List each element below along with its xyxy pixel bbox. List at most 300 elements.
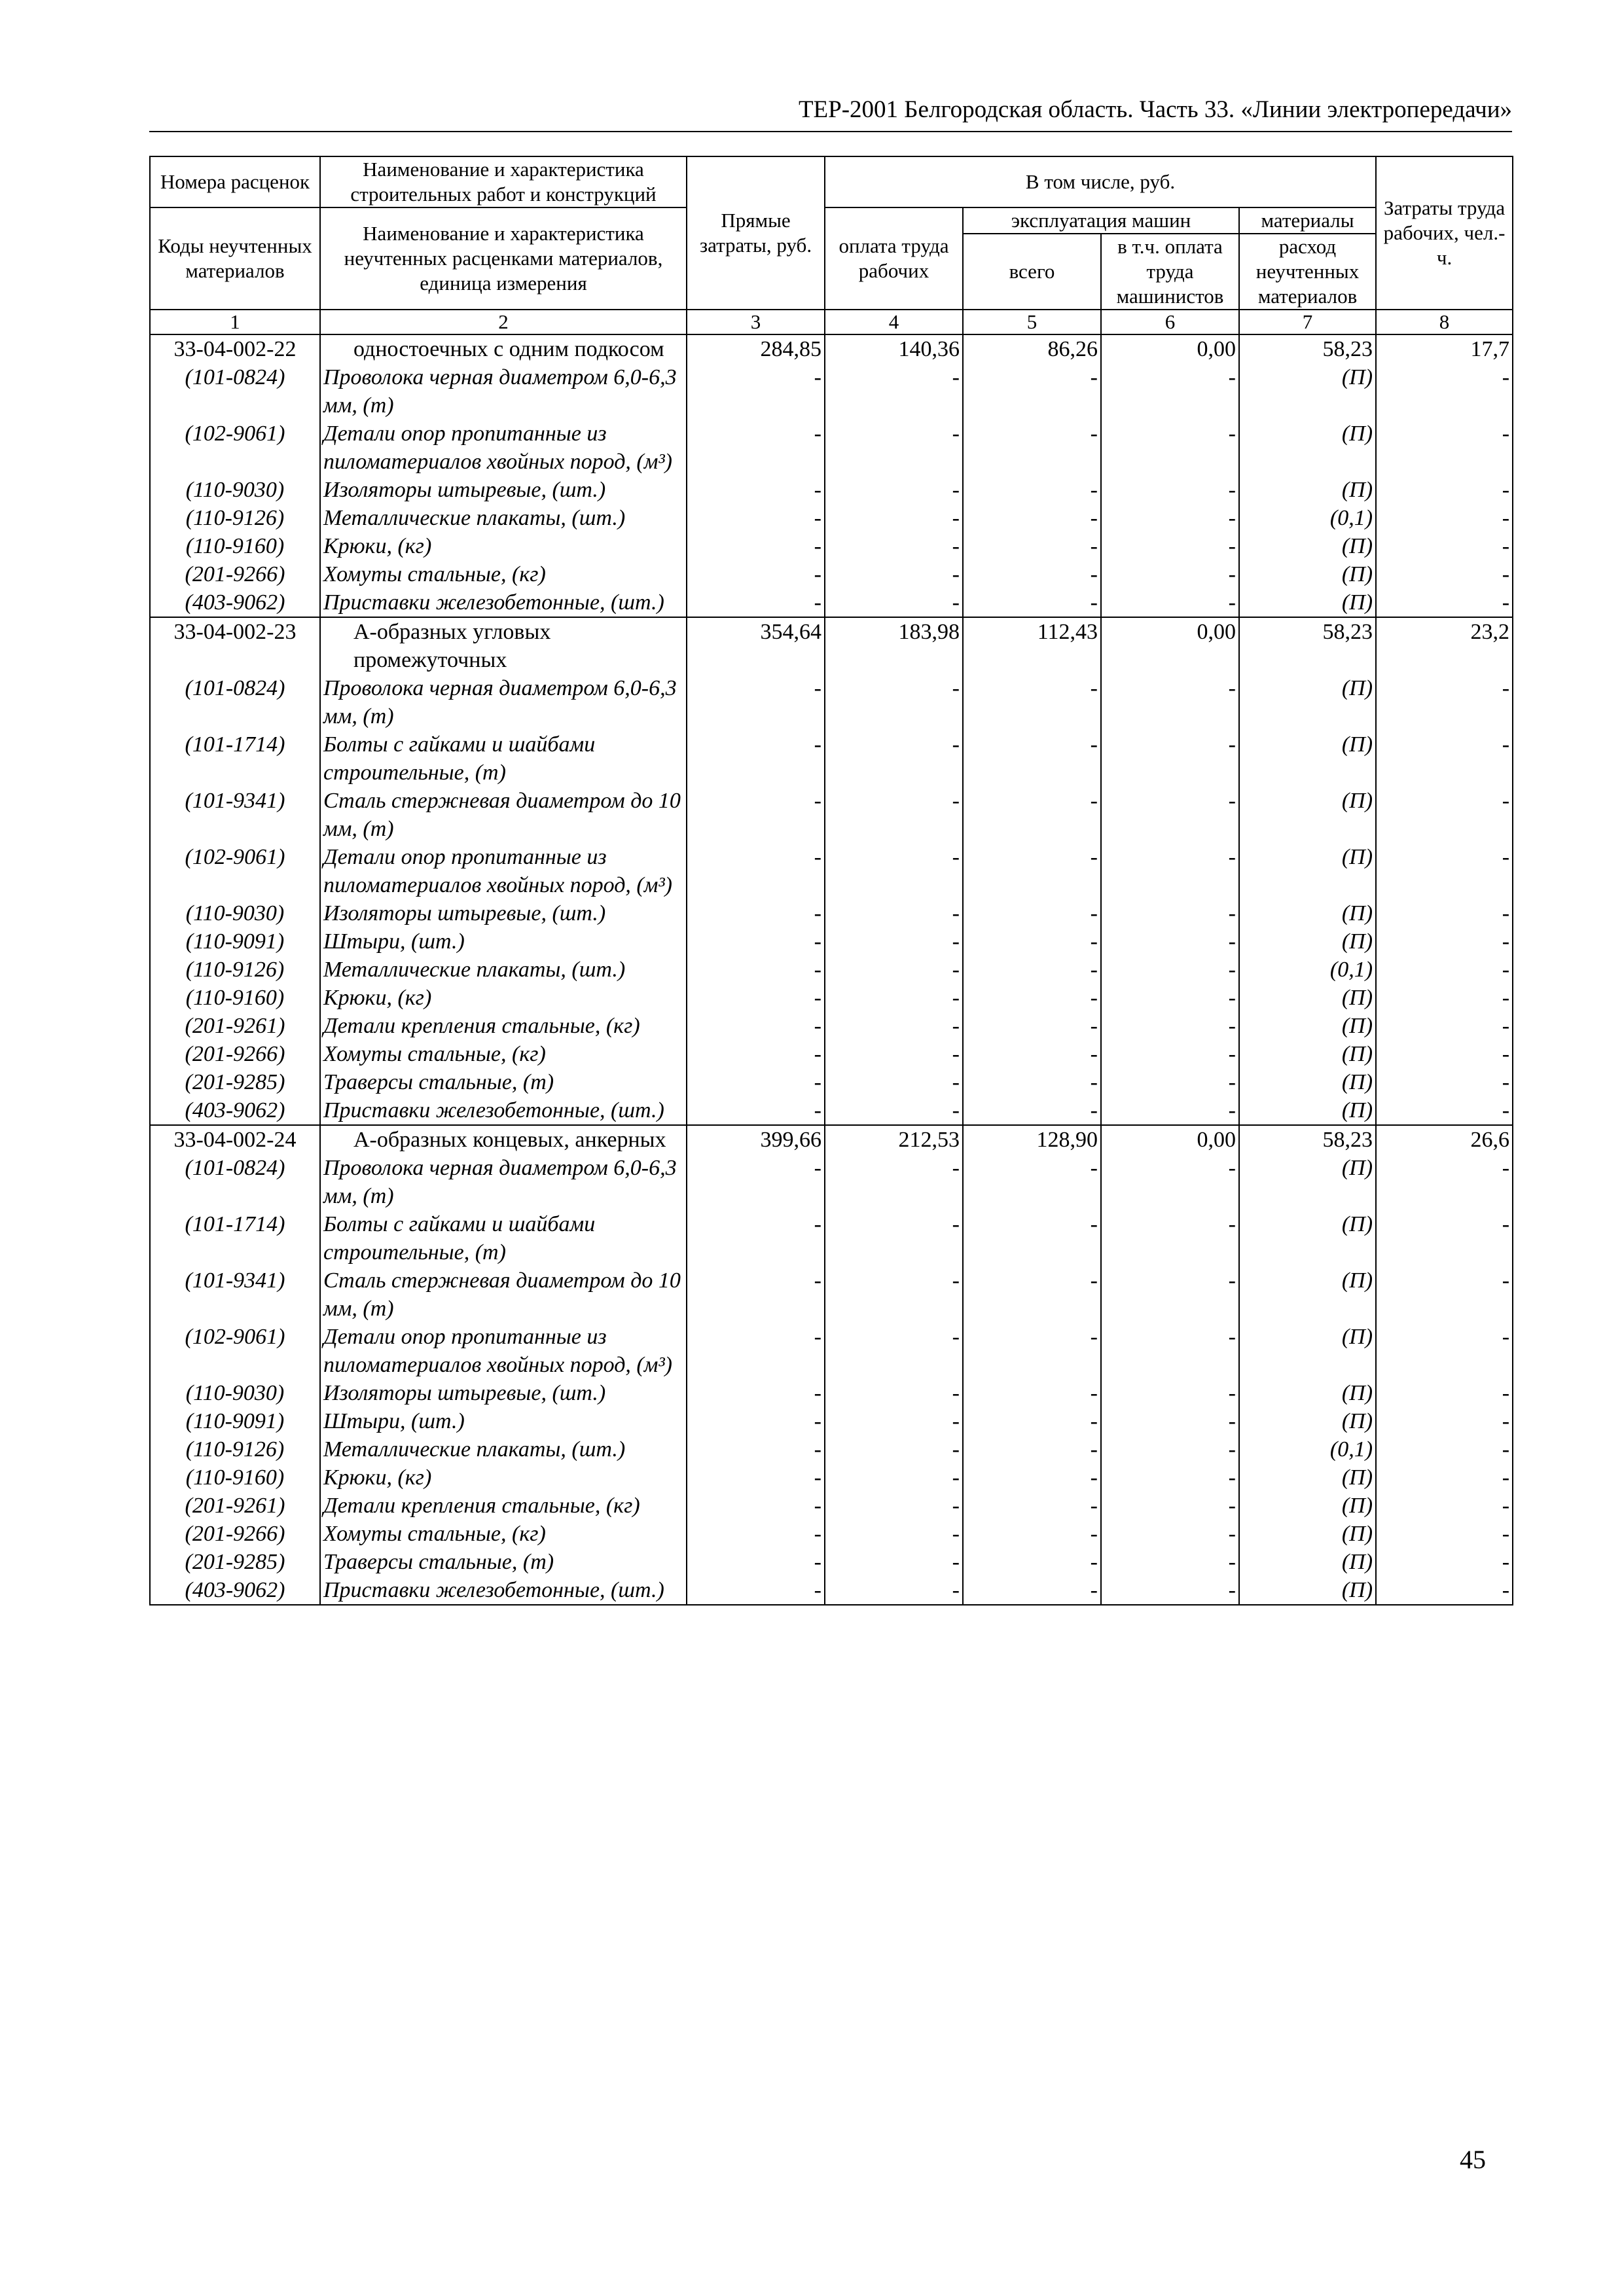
material-name: Проволока черная диаметром 6,0-6,3 мм, (т)	[320, 1154, 687, 1210]
material-code: (201-9266)	[150, 1040, 320, 1068]
material-value: -	[687, 1096, 825, 1125]
material-value: (П)	[1239, 1323, 1376, 1379]
material-value: -	[687, 1520, 825, 1548]
material-value: -	[825, 843, 963, 899]
rate-value: 0,00	[1101, 1125, 1239, 1154]
material-value: -	[825, 1520, 963, 1548]
material-name: Штыри, (шт.)	[320, 1407, 687, 1435]
header-machines: эксплуатация машин	[963, 207, 1239, 234]
material-code: (110-9126)	[150, 1435, 320, 1463]
material-value: -	[1101, 560, 1239, 588]
column-numbers-row	[150, 310, 1513, 334]
material-value: (П)	[1239, 1407, 1376, 1435]
header-col1-bottom: Коды неучтенных материалов	[150, 207, 320, 310]
material-name: Хомуты стальные, (кг)	[320, 1520, 687, 1548]
material-value: -	[963, 1407, 1101, 1435]
material-code: (102-9061)	[150, 1323, 320, 1379]
material-value: -	[687, 588, 825, 617]
material-name: Крюки, (кг)	[320, 1463, 687, 1492]
material-value: -	[1376, 588, 1513, 617]
material-value: -	[963, 1576, 1101, 1605]
rate-name: А-образных угловых промежуточных	[320, 617, 687, 674]
material-value: -	[687, 730, 825, 787]
material-value: -	[687, 560, 825, 588]
material-value: -	[825, 927, 963, 956]
material-row	[150, 1435, 1513, 1463]
material-value: -	[825, 1379, 963, 1407]
material-name: Сталь стержневая диаметром до 10 мм, (т)	[320, 787, 687, 843]
material-value: -	[1101, 787, 1239, 843]
material-value: -	[687, 927, 825, 956]
column-number: 2	[320, 310, 687, 334]
material-row	[150, 674, 1513, 730]
material-name: Металлические плакаты, (шт.)	[320, 1435, 687, 1463]
material-value: -	[963, 363, 1101, 420]
material-name: Крюки, (кг)	[320, 984, 687, 1012]
material-value: -	[1376, 1323, 1513, 1379]
material-value: -	[825, 504, 963, 532]
column-number: 6	[1101, 310, 1239, 334]
material-value: (П)	[1239, 1548, 1376, 1576]
material-value: -	[1376, 843, 1513, 899]
header-direct-costs: Прямые затраты, руб.	[687, 156, 825, 310]
column-number: 7	[1239, 310, 1376, 334]
price-table	[149, 156, 1513, 1605]
material-code: (201-9266)	[150, 560, 320, 588]
material-value: -	[1376, 787, 1513, 843]
material-value: (П)	[1239, 674, 1376, 730]
material-value: -	[1376, 1576, 1513, 1605]
material-value: -	[687, 787, 825, 843]
material-code: (110-9030)	[150, 476, 320, 504]
material-name: Проволока черная диаметром 6,0-6,3 мм, (т)	[320, 674, 687, 730]
rate-value: 183,98	[825, 617, 963, 674]
rate-value: 112,43	[963, 617, 1101, 674]
rate-value: 0,00	[1101, 334, 1239, 363]
running-header: ТЕР-2001 Белгородская область. Часть 33. «Линии электропередачи»	[149, 90, 1512, 132]
material-value: -	[1376, 476, 1513, 504]
rate-row	[150, 334, 1513, 363]
material-value: -	[963, 956, 1101, 984]
material-value: -	[825, 363, 963, 420]
material-row	[150, 560, 1513, 588]
material-code: (101-0824)	[150, 363, 320, 420]
material-value: -	[1101, 588, 1239, 617]
material-value: -	[1376, 1266, 1513, 1323]
material-value: (П)	[1239, 1463, 1376, 1492]
material-name: Болты с гайками и шайбами строительные, (т)	[320, 730, 687, 787]
material-value: -	[687, 1576, 825, 1605]
material-name: Приставки железобетонные, (шт.)	[320, 1096, 687, 1125]
material-value: -	[687, 532, 825, 560]
rate-value: 23,2	[1376, 617, 1513, 674]
material-value: -	[1101, 504, 1239, 532]
material-value: -	[687, 1435, 825, 1463]
material-value: -	[825, 1154, 963, 1210]
material-row	[150, 730, 1513, 787]
material-value: -	[963, 1096, 1101, 1125]
material-value: -	[1101, 1040, 1239, 1068]
material-value: -	[1101, 532, 1239, 560]
material-value: -	[825, 1012, 963, 1040]
rate-name: А-образных концевых, анкерных	[320, 1125, 687, 1154]
rate-value: 58,23	[1239, 1125, 1376, 1154]
material-code: (110-9160)	[150, 532, 320, 560]
material-value: -	[687, 363, 825, 420]
material-row	[150, 1379, 1513, 1407]
material-name: Детали крепления стальные, (кг)	[320, 1492, 687, 1520]
material-value: -	[1101, 363, 1239, 420]
material-value: -	[1101, 1096, 1239, 1125]
material-value: -	[687, 476, 825, 504]
material-value: -	[687, 674, 825, 730]
material-value: -	[963, 1068, 1101, 1096]
material-value: -	[825, 1407, 963, 1435]
material-row	[150, 420, 1513, 476]
material-row	[150, 1407, 1513, 1435]
material-value: -	[1101, 420, 1239, 476]
material-value: -	[963, 1012, 1101, 1040]
rate-code: 33-04-002-22	[150, 334, 320, 363]
material-name: Крюки, (кг)	[320, 532, 687, 560]
material-value: (П)	[1239, 476, 1376, 504]
material-row	[150, 1548, 1513, 1576]
material-row	[150, 1576, 1513, 1605]
rate-value: 0,00	[1101, 617, 1239, 674]
material-value: (П)	[1239, 1068, 1376, 1096]
material-value: -	[1101, 843, 1239, 899]
material-code: (201-9266)	[150, 1520, 320, 1548]
material-value: (П)	[1239, 984, 1376, 1012]
material-value: -	[963, 532, 1101, 560]
material-name: Детали опор пропитанные из пиломатериалов хвойных пород, (м³)	[320, 843, 687, 899]
material-code: (110-9160)	[150, 1463, 320, 1492]
material-value: (П)	[1239, 588, 1376, 617]
material-name: Детали опор пропитанные из пиломатериалов хвойных пород, (м³)	[320, 420, 687, 476]
material-code: (110-9030)	[150, 1379, 320, 1407]
material-value: -	[825, 476, 963, 504]
material-value: -	[687, 420, 825, 476]
rate-value: 17,7	[1376, 334, 1513, 363]
material-value: (П)	[1239, 1012, 1376, 1040]
material-value: -	[1376, 899, 1513, 927]
column-number: 1	[150, 310, 320, 334]
material-name: Хомуты стальные, (кг)	[320, 560, 687, 588]
table-body	[150, 310, 1513, 1605]
header-materials-usage: расход неучтенных материалов	[1239, 234, 1376, 310]
material-code: (110-9091)	[150, 927, 320, 956]
material-value: -	[963, 787, 1101, 843]
material-value: -	[963, 588, 1101, 617]
material-code: (101-1714)	[150, 730, 320, 787]
material-value: -	[963, 1154, 1101, 1210]
material-value: -	[1376, 1548, 1513, 1576]
material-name: Траверсы стальные, (т)	[320, 1548, 687, 1576]
column-number: 4	[825, 310, 963, 334]
material-row	[150, 532, 1513, 560]
material-value: -	[1101, 1266, 1239, 1323]
material-value: (П)	[1239, 1210, 1376, 1266]
material-value: (0,1)	[1239, 956, 1376, 984]
material-value: (П)	[1239, 1492, 1376, 1520]
material-value: -	[1101, 1576, 1239, 1605]
rate-value: 354,64	[687, 617, 825, 674]
material-value: -	[687, 1266, 825, 1323]
material-row	[150, 1068, 1513, 1096]
material-row	[150, 476, 1513, 504]
material-row	[150, 984, 1513, 1012]
header-col2-top: Наименование и характеристика строительных работ и конструкций	[320, 156, 687, 207]
material-row	[150, 927, 1513, 956]
material-value: -	[687, 1040, 825, 1068]
material-value: -	[825, 1492, 963, 1520]
material-value: -	[963, 1379, 1101, 1407]
material-value: -	[1101, 1548, 1239, 1576]
material-name: Проволока черная диаметром 6,0-6,3 мм, (т)	[320, 363, 687, 420]
material-row	[150, 1492, 1513, 1520]
material-value: -	[687, 1463, 825, 1492]
material-value: -	[1376, 1463, 1513, 1492]
material-row	[150, 787, 1513, 843]
material-value: -	[963, 1266, 1101, 1323]
material-value: (0,1)	[1239, 504, 1376, 532]
material-value: -	[1376, 1492, 1513, 1520]
material-value: -	[687, 984, 825, 1012]
material-code: (102-9061)	[150, 843, 320, 899]
material-code: (101-0824)	[150, 1154, 320, 1210]
material-value: -	[963, 674, 1101, 730]
material-value: -	[963, 984, 1101, 1012]
rate-value: 140,36	[825, 334, 963, 363]
material-code: (110-9030)	[150, 899, 320, 927]
header-materials: материалы	[1239, 207, 1376, 234]
material-value: -	[1376, 504, 1513, 532]
material-value: -	[963, 476, 1101, 504]
material-value: (П)	[1239, 843, 1376, 899]
material-value: -	[825, 787, 963, 843]
material-name: Траверсы стальные, (т)	[320, 1068, 687, 1096]
material-value: -	[1376, 1407, 1513, 1435]
material-value: -	[1376, 363, 1513, 420]
column-number: 3	[687, 310, 825, 334]
material-value: -	[825, 730, 963, 787]
material-value: (П)	[1239, 1040, 1376, 1068]
material-value: -	[963, 1435, 1101, 1463]
rate-value: 128,90	[963, 1125, 1101, 1154]
material-row	[150, 588, 1513, 617]
material-value: (П)	[1239, 420, 1376, 476]
material-value: -	[687, 1379, 825, 1407]
material-value: -	[963, 1463, 1101, 1492]
material-value: -	[1376, 1068, 1513, 1096]
material-name: Приставки железобетонные, (шт.)	[320, 588, 687, 617]
material-value: -	[1101, 899, 1239, 927]
material-value: -	[1101, 1323, 1239, 1379]
material-row	[150, 1266, 1513, 1323]
material-value: -	[687, 1407, 825, 1435]
material-value: -	[825, 1576, 963, 1605]
material-value: -	[1376, 674, 1513, 730]
material-value: (П)	[1239, 1520, 1376, 1548]
material-value: -	[825, 674, 963, 730]
material-name: Приставки железобетонные, (шт.)	[320, 1576, 687, 1605]
rate-row	[150, 1125, 1513, 1154]
rate-code: 33-04-002-24	[150, 1125, 320, 1154]
rate-code: 33-04-002-23	[150, 617, 320, 674]
material-value: -	[825, 1068, 963, 1096]
material-value: -	[963, 1548, 1101, 1576]
material-value: -	[1101, 1012, 1239, 1040]
material-code: (201-9261)	[150, 1492, 320, 1520]
material-value: -	[1376, 927, 1513, 956]
material-value: (0,1)	[1239, 1435, 1376, 1463]
material-code: (102-9061)	[150, 420, 320, 476]
material-value: -	[1376, 730, 1513, 787]
rate-name: одностоечных с одним подкосом	[320, 334, 687, 363]
material-row	[150, 1096, 1513, 1125]
material-code: (403-9062)	[150, 1096, 320, 1125]
material-code: (201-9285)	[150, 1068, 320, 1096]
material-value: -	[1101, 984, 1239, 1012]
material-code: (101-0824)	[150, 674, 320, 730]
material-code: (101-9341)	[150, 787, 320, 843]
rate-value: 26,6	[1376, 1125, 1513, 1154]
material-row	[150, 1463, 1513, 1492]
header-labor-pay: оплата труда рабочих	[825, 207, 963, 310]
rate-value: 86,26	[963, 334, 1101, 363]
material-value: -	[825, 956, 963, 984]
material-value: -	[1376, 532, 1513, 560]
material-value: (П)	[1239, 1096, 1376, 1125]
material-value: -	[963, 504, 1101, 532]
material-value: -	[1376, 956, 1513, 984]
material-value: -	[1376, 560, 1513, 588]
material-name: Металлические плакаты, (шт.)	[320, 956, 687, 984]
material-value: -	[1101, 1492, 1239, 1520]
material-value: -	[825, 1210, 963, 1266]
material-value: (П)	[1239, 1154, 1376, 1210]
material-name: Хомуты стальные, (кг)	[320, 1040, 687, 1068]
material-row	[150, 1323, 1513, 1379]
material-value: -	[825, 1435, 963, 1463]
material-value: -	[1376, 1012, 1513, 1040]
material-value: -	[825, 1096, 963, 1125]
material-name: Сталь стержневая диаметром до 10 мм, (т)	[320, 1266, 687, 1323]
material-value: -	[1101, 1463, 1239, 1492]
material-value: (П)	[1239, 560, 1376, 588]
material-code: (110-9091)	[150, 1407, 320, 1435]
material-code: (403-9062)	[150, 588, 320, 617]
material-name: Металлические плакаты, (шт.)	[320, 504, 687, 532]
header-machinist-pay: в т.ч. оплата труда машинистов	[1101, 234, 1239, 310]
material-value: -	[963, 730, 1101, 787]
material-name: Детали крепления стальные, (кг)	[320, 1012, 687, 1040]
material-value: -	[963, 899, 1101, 927]
material-row	[150, 843, 1513, 899]
page-number: 45	[1460, 2145, 1486, 2174]
header-col2-bottom: Наименование и характеристика неучтенных расценками материалов, единица измерения	[320, 207, 687, 310]
material-value: -	[687, 1492, 825, 1520]
material-value: -	[1101, 1210, 1239, 1266]
material-value: -	[1101, 956, 1239, 984]
material-value: -	[1101, 1435, 1239, 1463]
material-value: -	[1101, 1379, 1239, 1407]
material-value: -	[1376, 1040, 1513, 1068]
material-value: -	[825, 1040, 963, 1068]
material-row	[150, 1210, 1513, 1266]
material-value: -	[825, 1323, 963, 1379]
material-value: -	[1101, 927, 1239, 956]
material-value: -	[1376, 1096, 1513, 1125]
material-row	[150, 363, 1513, 420]
material-value: -	[1101, 1520, 1239, 1548]
material-row	[150, 1154, 1513, 1210]
material-value: -	[963, 1323, 1101, 1379]
material-row	[150, 1520, 1513, 1548]
material-code: (110-9126)	[150, 956, 320, 984]
material-value: -	[825, 1463, 963, 1492]
rate-value: 284,85	[687, 334, 825, 363]
material-code: (101-1714)	[150, 1210, 320, 1266]
material-name: Изоляторы штыревые, (шт.)	[320, 1379, 687, 1407]
material-row	[150, 1040, 1513, 1068]
material-value: -	[963, 927, 1101, 956]
material-value: (П)	[1239, 787, 1376, 843]
rate-value: 58,23	[1239, 334, 1376, 363]
material-value: -	[963, 1210, 1101, 1266]
material-code: (101-9341)	[150, 1266, 320, 1323]
material-value: -	[687, 899, 825, 927]
material-value: -	[963, 1520, 1101, 1548]
material-value: -	[687, 1323, 825, 1379]
material-value: -	[825, 899, 963, 927]
material-value: -	[963, 1492, 1101, 1520]
column-number: 5	[963, 310, 1101, 334]
material-value: (П)	[1239, 532, 1376, 560]
material-code: (110-9160)	[150, 984, 320, 1012]
material-value: -	[687, 1012, 825, 1040]
material-name: Детали опор пропитанные из пиломатериалов хвойных пород, (м³)	[320, 1323, 687, 1379]
material-value: (П)	[1239, 1266, 1376, 1323]
material-code: (403-9062)	[150, 1576, 320, 1605]
material-code: (110-9126)	[150, 504, 320, 532]
material-value: -	[687, 843, 825, 899]
material-value: -	[1101, 674, 1239, 730]
material-value: -	[687, 1548, 825, 1576]
material-value: (П)	[1239, 1576, 1376, 1605]
rate-row	[150, 617, 1513, 674]
rate-value: 58,23	[1239, 617, 1376, 674]
material-value: -	[1101, 730, 1239, 787]
material-value: -	[1376, 420, 1513, 476]
material-value: -	[687, 1210, 825, 1266]
material-value: -	[1376, 1210, 1513, 1266]
material-value: -	[825, 1548, 963, 1576]
table-header	[150, 156, 1513, 310]
material-value: -	[687, 1154, 825, 1210]
material-value: (П)	[1239, 927, 1376, 956]
material-value: (П)	[1239, 1379, 1376, 1407]
material-value: -	[687, 1068, 825, 1096]
header-including: В том числе, руб.	[825, 156, 1376, 207]
material-row	[150, 899, 1513, 927]
header-col1-top: Номера расценок	[150, 156, 320, 207]
material-name: Изоляторы штыревые, (шт.)	[320, 476, 687, 504]
material-value: -	[1376, 1379, 1513, 1407]
material-value: (П)	[1239, 730, 1376, 787]
material-row	[150, 1012, 1513, 1040]
material-value: -	[963, 560, 1101, 588]
